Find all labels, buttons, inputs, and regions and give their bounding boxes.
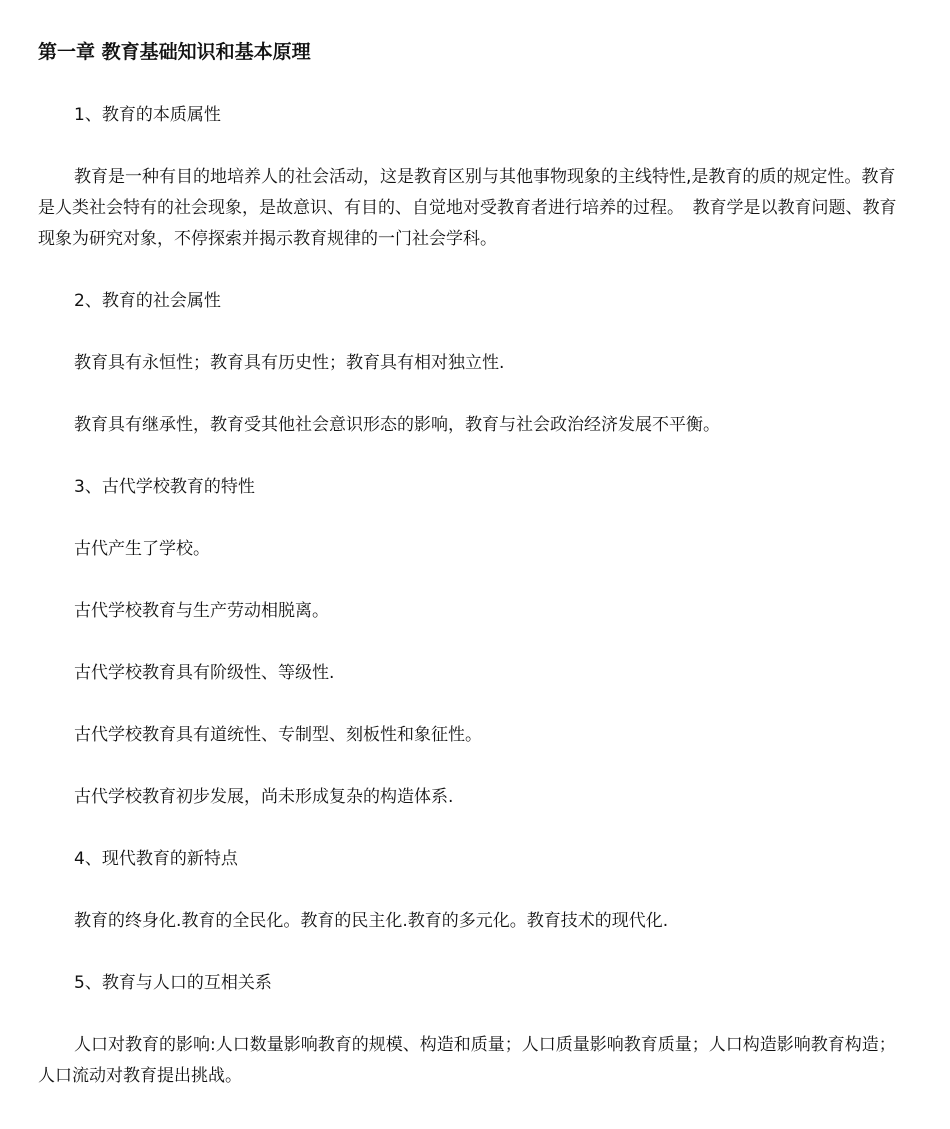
paragraph: 古代学校教育具有阶级性、等级性.: [74, 663, 335, 683]
paragraph: 人口对教育的影响:人口数量影响教育的规模、构造和质量；人口质量影响教育质量；人口构造影响教育构造；人口流动对教育提出挑战。: [38, 1035, 896, 1086]
section-heading-1: 1、教育的本质属性: [74, 105, 221, 125]
section-heading-3: 3、古代学校教育的特性: [74, 477, 255, 497]
document-body: [38, 100, 912, 1092]
section-heading-4: 4、现代教育的新特点: [74, 849, 238, 869]
paragraph: 教育具有永恒性；教育具有历史性；教育具有相对独立性.: [74, 353, 505, 373]
paragraph: 教育是一种有目的地培养人的社会活动，这是教育区别与其他事物现象的主线特性,是教育的质的规定性。教育是人类社会特有的社会现象，是故意识、有目的、自觉地对受教育者进行培养的过程。 教育学是以教育问题、教育现象为研究对象，不停探索并揭示教育规律的一门社会学科。: [38, 167, 897, 249]
section-heading-2: 2、教育的社会属性: [74, 291, 221, 311]
paragraph: 古代学校教育具有道统性、专制型、刻板性和象征性。: [74, 725, 482, 745]
section-heading-5: 5、教育与人口的互相关系: [74, 973, 272, 993]
paragraph: 古代学校教育初步发展，尚未形成复杂的构造体系.: [74, 787, 454, 807]
paragraph: 教育的终身化.教育的全民化。教育的民主化.教育的多元化。教育技术的现代化.: [74, 911, 669, 931]
paragraph: 古代产生了学校。: [74, 539, 210, 559]
paragraph: 古代学校教育与生产劳动相脱离。: [74, 601, 329, 621]
chapter-title: 第一章 教育基础知识和基本原理: [38, 41, 311, 63]
paragraph: 教育具有继承性，教育受其他社会意识形态的影响，教育与社会政治经济发展不平衡。: [74, 415, 720, 435]
